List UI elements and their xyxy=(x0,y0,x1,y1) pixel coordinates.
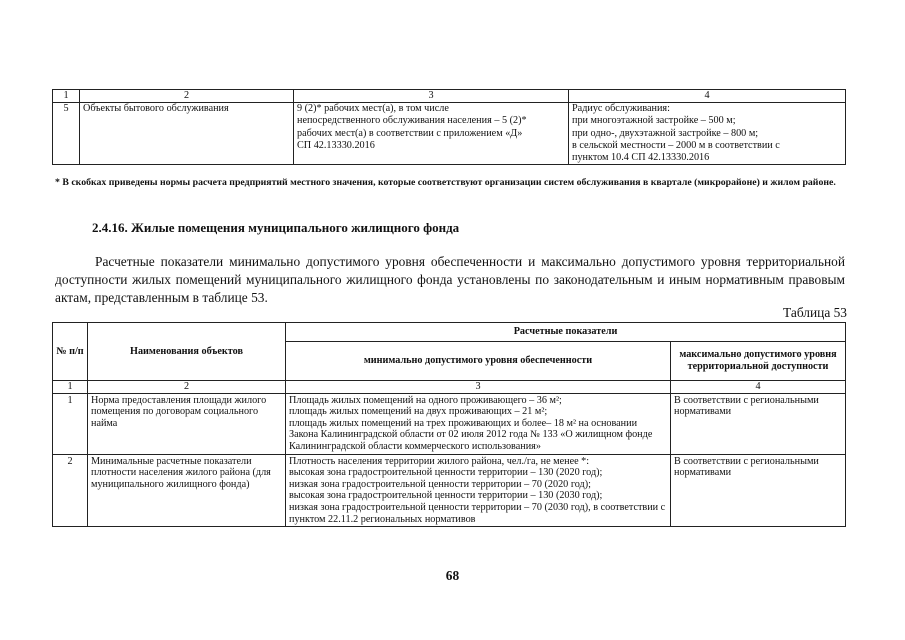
row-number: 1 xyxy=(53,393,88,454)
table-cell: 4 xyxy=(569,90,846,103)
text-line: при многоэтажной застройке – 500 м; xyxy=(572,115,736,127)
header-num: № п/п xyxy=(53,323,88,381)
row-number: 2 xyxy=(53,454,88,527)
table-53 xyxy=(52,322,846,527)
text-line: Плотность населения территории жилого района, чел./га, не менее *: xyxy=(289,455,590,467)
header-max: максимально допустимого уровня территориальной доступности xyxy=(671,342,846,381)
text-line: высокая зона градостроительной ценности территории – 130 (2030 год); xyxy=(289,490,603,502)
text-line: площадь жилых помещений на трех проживающих и более– 18 м² на основании Закона Калининградской области от 02 июля 2012 года № 133 «О жилищном фонде Калининградской области коммерческого использования» xyxy=(289,417,653,452)
object-name: Норма предоставления площади жилого помещения по договорам социального найма xyxy=(88,393,286,454)
table-cell: 1 xyxy=(53,90,80,103)
table-row xyxy=(53,393,846,454)
text-line: Радиус обслуживания: xyxy=(572,103,670,115)
object-name: Объекты бытового обслуживания xyxy=(80,103,294,165)
min-indicator-cell xyxy=(286,454,671,527)
table-cell: 2 xyxy=(88,381,286,394)
text-line: площадь жилых помещений на двух проживающих – 21 м²; xyxy=(289,406,548,418)
table-row xyxy=(53,103,846,165)
table-row xyxy=(53,454,846,527)
header-min: минимально допустимого уровня обеспеченности xyxy=(286,342,671,381)
text-line: пунктом 10.4 СП 42.13330.2016 xyxy=(572,152,710,164)
row-number: 5 xyxy=(53,103,80,165)
footnote: * В скобках приведены нормы расчета предприятий местного значения, которые соответствуют организации систем обслуживания в квартале (микрорайоне) и жилом районе. xyxy=(55,177,836,188)
text-line: рабочих мест(а) в соответствии с приложением «Д» xyxy=(297,127,523,139)
table-cell: 4 xyxy=(671,381,846,394)
max-indicator-cell: В соответствии с региональными нормативами xyxy=(671,454,846,527)
max-indicator-cell xyxy=(569,103,846,165)
section-heading: 2.4.16. Жилые помещения муниципального жилищного фонда xyxy=(92,220,460,235)
text-line: 9 (2)* рабочих мест(а), в том числе xyxy=(297,103,449,115)
continuation-table xyxy=(52,89,846,165)
text-line: при одно-, двухэтажной застройке – 800 м; xyxy=(572,127,759,139)
table-caption: Таблица 53 xyxy=(783,305,847,320)
table-cell: 3 xyxy=(286,381,671,394)
text-line: непосредственного обслуживания населения – 5 (2)* xyxy=(297,115,527,127)
min-indicator-cell xyxy=(286,393,671,454)
max-indicator-cell: В соответствии с региональными нормативами xyxy=(671,393,846,454)
page-number: 68 xyxy=(445,568,460,583)
text-line: в сельской местности – 2000 м в соответствии с xyxy=(572,139,780,151)
text-line: СП 42.13330.2016 xyxy=(297,139,375,151)
table-cell: 1 xyxy=(53,381,88,394)
text-line: высокая зона градостроительной ценности территории – 130 (2020 год); xyxy=(289,467,603,479)
table-cell: 2 xyxy=(80,90,294,103)
text-line: низкая зона градостроительной ценности территории – 70 (2030 год), в соответствии с пунктом 22.11.2 региональных нормативов xyxy=(289,501,666,525)
header-group: Расчетные показатели xyxy=(286,323,846,342)
table-index-row xyxy=(53,381,846,394)
table-cell: 3 xyxy=(294,90,569,103)
object-name: Минимальные расчетные показатели плотности населения жилого района (для муниципального жилищного фонда) xyxy=(88,454,286,527)
header-name: Наименования объектов xyxy=(88,323,286,381)
text-line: Площадь жилых помещений на одного проживающего – 36 м²; xyxy=(289,394,562,406)
table-index-row xyxy=(53,90,846,103)
text-line: низкая зона градостроительной ценности территории – 70 (2020 год); xyxy=(289,478,591,490)
body-paragraph: Расчетные показатели минимально допустимого уровня обеспеченности и максимально допустимого уровня территориальной доступности жилых помещений муниципального жилищного фонда установлены по законодательным и иным нормативным правовым актам, представленным в таблице 53. xyxy=(55,254,845,305)
table-header-row xyxy=(53,323,846,342)
min-indicator-cell xyxy=(294,103,569,165)
